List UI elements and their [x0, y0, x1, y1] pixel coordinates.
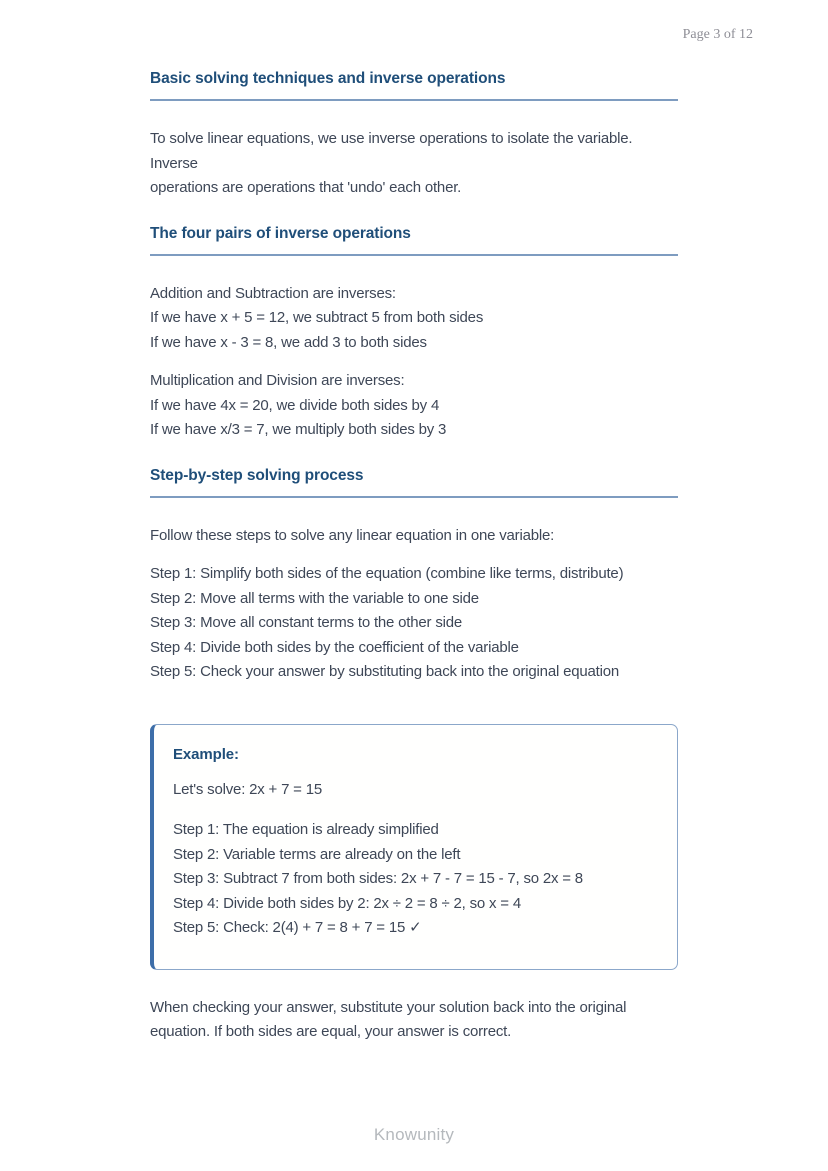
- example-step-line: Step 1: The equation is already simplified: [173, 821, 439, 838]
- section-title-step-by-step: Step-by-step solving process: [150, 467, 678, 498]
- text-line: If we have x - 3 = 8, we add 3 to both sides: [150, 333, 427, 351]
- footer-brand: Knowunity: [373, 1125, 455, 1144]
- text-line: Addition and Subtraction are inverses:: [150, 284, 396, 302]
- multiplication-division-group: [150, 369, 678, 443]
- text-line: If we have x/3 = 7, we multiply both sides by 3: [150, 421, 447, 438]
- example-box: [150, 724, 678, 970]
- example-problem: Let's solve: 2x + 7 = 15: [173, 780, 322, 798]
- paragraph-line: equation. If both sides are equal, your answer is correct.: [150, 1023, 512, 1040]
- text-line: If we have 4x = 20, we divide both sides by 4: [150, 396, 440, 414]
- paragraph-line: operations are operations that 'undo' each other.: [150, 179, 462, 196]
- section-title-inverse-pairs: The four pairs of inverse operations: [150, 225, 678, 256]
- step-line: Step 5: Check your answer by substituting back into the original equation: [150, 663, 620, 680]
- step-line: Step 4: Divide both sides by the coefficient of the variable: [150, 638, 519, 656]
- example-step-line: Step 2: Variable terms are already on the left: [173, 845, 461, 863]
- step-line: Step 2: Move all terms with the variable to one side: [150, 589, 479, 607]
- example-step-line: Step 3: Subtract 7 from both sides: 2x + 7 - 7 = 15 - 7, so 2x = 8: [173, 870, 583, 887]
- step-line: Step 1: Simplify both sides of the equation (combine like terms, distribute): [150, 565, 624, 582]
- example-steps-list: [173, 818, 653, 941]
- steps-intro: [150, 524, 678, 549]
- steps-list: [150, 562, 678, 685]
- text-line: Follow these steps to solve any linear equation in one variable:: [150, 526, 555, 544]
- closing-paragraph: [150, 996, 678, 1045]
- section-title-basic-solving: Basic solving techniques and inverse operations: [150, 70, 678, 101]
- page-indicator: Page 3 of 12: [682, 27, 753, 42]
- text-line: If we have x + 5 = 12, we subtract 5 from both sides: [150, 309, 484, 326]
- example-step-line: Step 5: Check: 2(4) + 7 = 8 + 7 = 15 ✓: [173, 919, 422, 936]
- page-content: [150, 70, 678, 1045]
- step-line: Step 3: Move all constant terms to the other side: [150, 614, 463, 631]
- example-label: Example:: [173, 745, 239, 763]
- paragraph-line: When checking your answer, substitute your solution back into the original: [150, 998, 627, 1016]
- intro-paragraph: [150, 127, 678, 201]
- example-step-line: Step 4: Divide both sides by 2: 2x ÷ 2 = 8 ÷ 2, so x = 4: [173, 894, 521, 912]
- addition-subtraction-group: [150, 282, 678, 356]
- text-line: Multiplication and Division are inverses:: [150, 372, 405, 389]
- paragraph-line: To solve linear equations, we use inverse operations to isolate the variable. Inverse: [150, 130, 633, 172]
